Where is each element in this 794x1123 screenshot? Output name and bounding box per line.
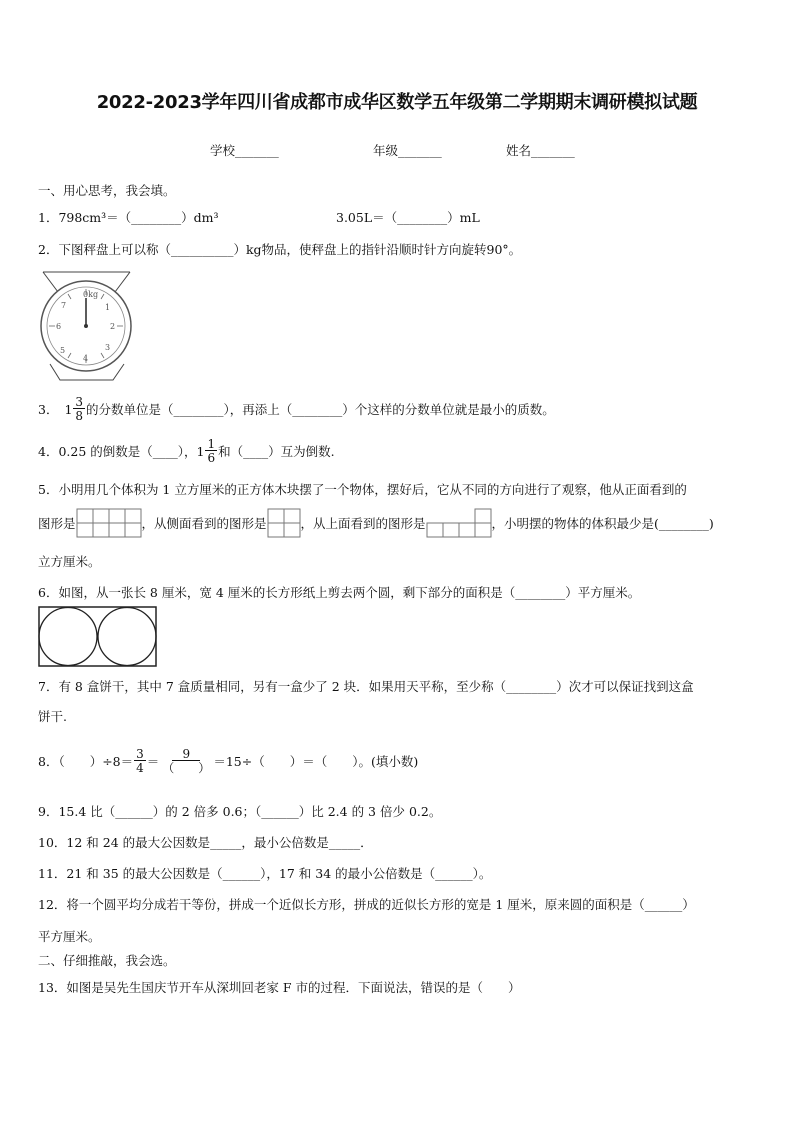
school-field: 学校_______ <box>210 143 279 158</box>
section-2-heading: 二、仔细推敲，我会选。 <box>38 953 176 968</box>
q8-f1-numerator: 3 <box>136 747 144 761</box>
scale-label-6: 6 <box>56 322 62 331</box>
q8-f2-denominator: （ ） <box>162 761 211 775</box>
q3-denominator: 8 <box>75 409 84 423</box>
q8-fraction-2 <box>160 748 212 774</box>
question-7-line1: 7．有 8 盒饼干，其中 7 盒质量相同，另有一盒少了 2 块．如果用天平称，至少称（________）次才可以保证找到这盒 <box>38 679 694 694</box>
q8-f2-numerator: 9 <box>172 748 200 761</box>
side-view-figure <box>267 508 301 538</box>
question-9: 9．15.4 比（______）的 2 倍多 0.6；（______）比 2.4 的 3 倍少 0.2。 <box>38 804 442 819</box>
name-field: 姓名_______ <box>506 143 575 158</box>
question-8 <box>38 742 418 780</box>
scale-figure <box>38 268 138 385</box>
q5-top-label: ，从上面看到的图形是 <box>300 516 426 531</box>
page-title: 2022-2023学年四川省成都市成华区数学五年级第二学期期末调研模拟试题 <box>96 92 698 113</box>
question-12-line1: 12．将一个圆平均分成若干等份，拼成一个近似长方形，拼成的近似长方形的宽是 1 厘米，原来圆的面积是（______） <box>38 897 695 912</box>
q3-fraction <box>73 396 85 422</box>
q4-part1: 4．0.25 的倒数是（____）， <box>38 444 197 459</box>
q4-denominator: 6 <box>207 451 216 465</box>
question-10: 10．12 和 24 的最大公因数是_____，最小公倍数是_____． <box>38 835 373 850</box>
q8-f1-denominator: 4 <box>136 761 144 775</box>
question-5-line3: 立方厘米。 <box>38 554 101 569</box>
scale-label-5: 5 <box>60 346 66 355</box>
question-5-line2 <box>38 507 714 539</box>
question-13: 13．如图是吴先生国庆节开车从深圳回老家 F 市的过程．下面说法，错误的是（ ） <box>38 980 521 995</box>
q4-numerator: 1 <box>207 437 216 451</box>
q8-equals: ＝ <box>146 754 160 769</box>
q5-side-label: ，从侧面看到的图形是 <box>141 516 267 531</box>
scale-label-7: 7 <box>61 301 67 310</box>
question-12-line2: 平方厘米。 <box>38 929 101 944</box>
q4-whole: 1 <box>196 443 205 459</box>
question-2: 2．下图秤盘上可以称（__________）kg物品，使秤盘上的指针沿顺时针方向旋转90°。 <box>38 242 522 257</box>
q8-part1: 8．（ ）÷8＝ <box>38 754 134 769</box>
top-view-figure <box>426 508 492 538</box>
question-5-line1: 5．小明用几个体积为 1 立方厘米的正方体木块摆了一个物体，摆好后，它从不同的方向进行了观察，他从正面看到的 <box>38 482 687 497</box>
q5-end-text: ，小明摆的物体的体积最少是(________) <box>491 516 714 531</box>
q3-numerator: 3 <box>75 395 84 409</box>
q3-text: 的分数单位是（________），再添上（________）个这样的分数单位就是最小的质数。 <box>86 402 555 417</box>
scale-label-3: 3 <box>105 343 111 352</box>
question-4 <box>38 436 335 466</box>
q3-whole: 1 <box>64 401 73 417</box>
section-1-heading: 一、用心思考，我会填。 <box>38 183 176 198</box>
circles-figure <box>38 606 158 671</box>
question-6: 6．如图，从一张长 8 厘米，宽 4 厘米的长方形纸上剪去两个圆，剩下部分的面积是（________）平方厘米。 <box>38 585 641 600</box>
question-7-line2: 饼干. <box>38 709 67 724</box>
q8-part2: ＝15÷（ ）＝（ ）。(填小数) <box>213 754 419 769</box>
q4-fraction <box>205 438 217 464</box>
front-view-figure <box>76 508 142 538</box>
grade-field: 年级_______ <box>373 143 442 158</box>
q8-fraction-1 <box>134 748 146 774</box>
question-11: 11．21 和 35 的最大公因数是（______），17 和 34 的最小公倍数是（______）。 <box>38 866 492 881</box>
question-1a: 1．798cm³＝（________）dm³ <box>38 210 219 225</box>
scale-label-2: 2 <box>110 322 116 331</box>
question-3 <box>38 394 555 424</box>
q3-prefix: 3． <box>38 402 59 417</box>
scale-label-4: 4 <box>83 354 89 363</box>
question-1b: 3.05L＝（________）mL <box>336 210 480 225</box>
q4-part2: 和（____）互为倒数. <box>218 444 335 459</box>
scale-label-0kg: 0kg <box>83 290 99 299</box>
q5-front-label: 图形是 <box>38 516 76 531</box>
scale-label-1: 1 <box>105 303 111 312</box>
